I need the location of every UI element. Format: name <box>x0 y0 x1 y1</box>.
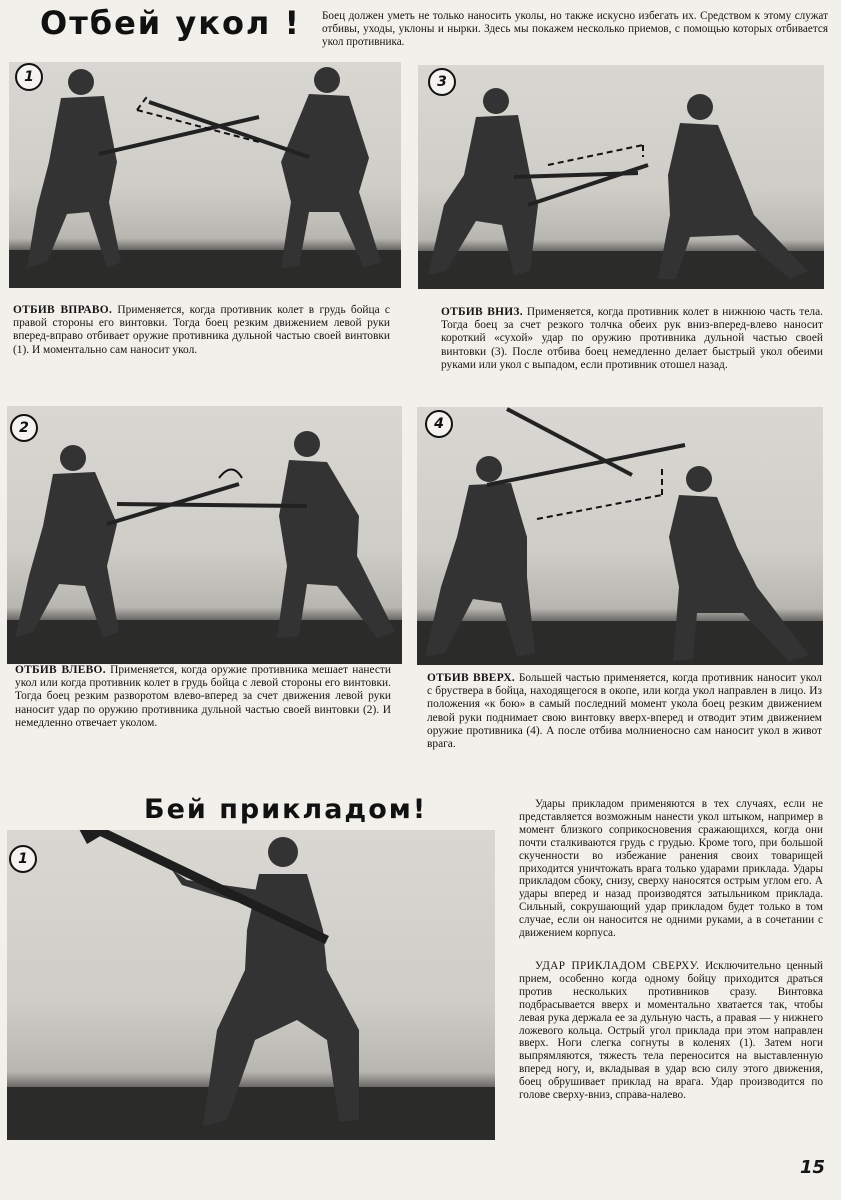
subsection-body: Исключительно ценный прием, особенно когда одному бойцу приходится драться против нескольких противников сразу. Винтовка подбрасывается вверх и моментально хватается так, чтобы левая рука держала ее за дульную часть, а правая — у нижнего ложевого кольца. Острый угол приклада при этом направлен вверх. Ноги слегка согнуты в коленях (1). Затем ноги выпрямляются, тяжесть тела переносится на выставленную вперед ногу, и, вкладывая в удар всю силу этого движения, боец обрушивает приклад на врага. Удар производится по голове сверху-вниз, справа-налево. <box>519 959 823 1102</box>
page-title: Отбей укол ! <box>40 4 302 42</box>
photo-number-badge: 2 <box>10 414 38 442</box>
caption-body: Применяется, когда оружие противника мешает нанести укол или когда противник колет в грудь бойца с левой стороны его винтовки. Тогда боец резким разворотом влево-вперед за счет движения левой руки наносит удар по оружию противника дульной частью своей винтовки (2). И немедленно отвечает уколом. <box>15 664 391 729</box>
caption-lead: ОТБИВ ВНИЗ. <box>441 306 523 318</box>
caption-body: Применяется, когда противник колет в нижнюю часть тела. Тогда боец за счет резкого толчка обеих рук вниз-вперед-влево наносит короткий «сухой» удар по оружию противника дульной частью своей винтовки (3). После отбива боец немедленно делает быстрый укол обеими руками или укол с выпадом, если противник отошел назад. <box>441 306 824 371</box>
caption-parry-left <box>15 664 391 730</box>
photo-number-badge: 3 <box>428 68 456 96</box>
fighters-illustration <box>9 62 401 288</box>
caption-parry-right <box>13 304 390 357</box>
photo-parry-right <box>9 62 401 288</box>
subsection-lead: УДАР ПРИКЛАДОМ СВЕРХУ. <box>535 959 700 972</box>
caption-lead: ОТБИВ ВЛЕВО. <box>15 664 106 676</box>
intro-text: Боец должен уметь не только наносить уколы, но также искусно избегать их. Средством к этому служат отбивы, уходы, уклоны и нырки. Здесь мы покажем несколько приемов, с помощью которых отбивается укол противника. <box>322 10 828 48</box>
fighters-illustration <box>7 406 402 664</box>
caption-parry-down <box>441 306 823 372</box>
photo-parry-down <box>418 65 824 289</box>
butt-strike-text <box>519 798 823 1102</box>
photo-number-badge: 4 <box>425 410 453 438</box>
butt-paragraph-1: Удары прикладом применяются в тех случаях, если не представляется возможным нанести укол штыком, например в момент близкого соприкосновения сражающихся, когда они почти сталкиваются грудь с грудью. Кроме того, при большой скученности во избежание ранения своих товарищей приходится уничтожать врага только ударами приклада. Удары прикладом сбоку, снизу, сверху наносятся острым углом его. А удары вперед и назад производятся затыльником приклада. Сильный, сокрушающий удар прикладом будет только в том случае, если он наносится не одними руками, а в сочетании с движением корпуса. <box>519 798 823 940</box>
caption-body: Большей частью применяется, когда противник наносит укол с бруствера в бойца, находящегося в окопе, или когда укол направлен в лицо. Из положения «к бою» в самый последний момент укола боец резким движением левой руки поднимает свою винтовку вверх-вперед и отводит этим движением оружие противника (4). А после отбива молниеносно сам наносит укол в живот врага. <box>427 672 822 751</box>
caption-body: Применяется, когда противник колет в грудь бойца с правой стороны его винтовки. Тогда боец резким движением левой руки вперед-вправо отбивает оружие противника дульной частью своей винтовки (1). И моментально сам наносит укол. <box>13 304 390 356</box>
photo-number-badge: 1 <box>9 845 37 873</box>
butt-paragraph-2 <box>519 960 823 1102</box>
page-number: 15 <box>800 1157 826 1178</box>
photo-parry-left <box>7 406 402 664</box>
fighters-illustration <box>418 65 824 289</box>
soldier-illustration <box>7 830 495 1140</box>
photo-number-badge: 1 <box>15 63 43 91</box>
caption-lead: ОТБИВ ВПРАВО. <box>13 304 113 316</box>
caption-parry-up <box>427 672 822 751</box>
caption-lead: ОТБИВ ВВЕРХ. <box>427 672 516 684</box>
photo-parry-up <box>417 407 823 665</box>
fighters-illustration <box>417 407 823 665</box>
section-title: Бей прикладом! <box>144 794 428 825</box>
photo-butt-strike <box>7 830 495 1140</box>
